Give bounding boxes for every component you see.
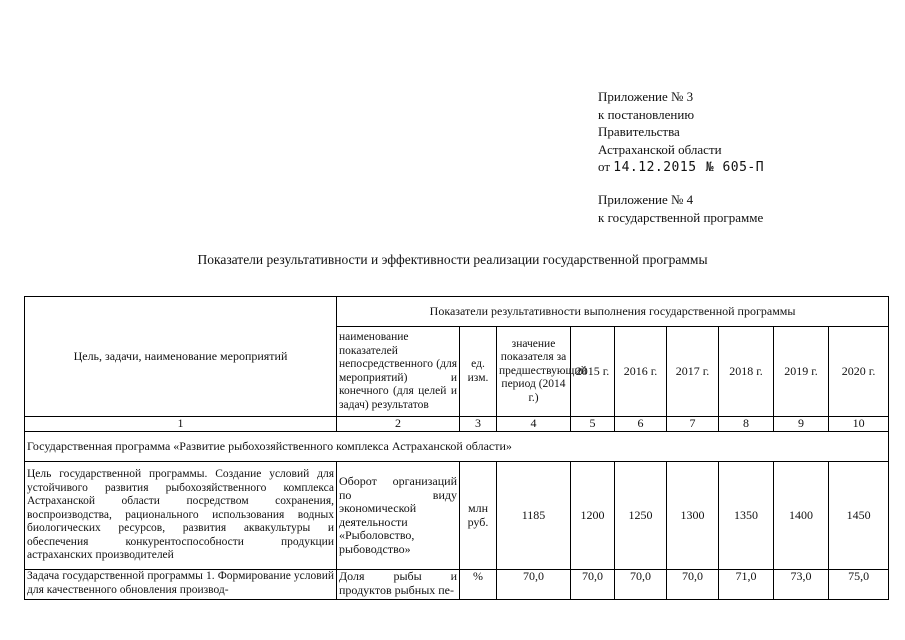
header-year: 2019 г. <box>774 327 829 417</box>
column-number: 9 <box>774 417 829 432</box>
value-cell: 1350 <box>719 462 774 570</box>
decree-date: 14.12.2015 <box>613 160 697 175</box>
header-year: 2018 г. <box>719 327 774 417</box>
appendix-3-line: Астраханской области <box>598 141 722 157</box>
column-number: 6 <box>615 417 667 432</box>
table-row <box>25 570 889 600</box>
column-number: 5 <box>571 417 615 432</box>
column-number: 4 <box>497 417 571 432</box>
value-cell: 71,0 <box>719 570 774 600</box>
value-cell: 70,0 <box>571 570 615 600</box>
goal-cell: Цель государственной программы. Создание условий для устойчивого развития рыбохозяйственного комплекса Астраханской области посредством сохранения, воспроизводства, рационального использования водных биологических ресурсов, развития аквакультуры и обеспечения конкурентоспособности продукции астраханских производителей <box>25 462 337 570</box>
column-number: 10 <box>829 417 889 432</box>
column-number: 3 <box>460 417 497 432</box>
value-cell: 75,0 <box>829 570 889 600</box>
unit-cell: млн руб. <box>460 462 497 570</box>
column-number: 7 <box>667 417 719 432</box>
header-year: 2017 г. <box>667 327 719 417</box>
header-indicator-name: наименование показателей непосредственного (для мероприятий) и конечного (для целей и задач) результатов <box>337 327 460 417</box>
value-cell: 1450 <box>829 462 889 570</box>
base-value-cell: 70,0 <box>497 570 571 600</box>
value-cell: 1400 <box>774 462 829 570</box>
value-cell: 70,0 <box>667 570 719 600</box>
appendix-3-line: Правительства <box>598 124 680 139</box>
column-number: 1 <box>25 417 337 432</box>
column-number: 2 <box>337 417 460 432</box>
appendix-3-block <box>598 88 764 177</box>
appendix-4-block <box>598 191 763 226</box>
goal-cell: Задача государственной программы 1. Формирование условий для качественного обновления производ- <box>25 570 337 600</box>
unit-cell: % <box>460 570 497 600</box>
header-base-value: значение показателя за предшествующий период (2014 г.) <box>497 327 571 417</box>
header-year: 2016 г. <box>615 327 667 417</box>
indicator-cell: Доля рыбы и продуктов рыбных пе- <box>337 570 460 600</box>
value-cell: 70,0 <box>615 570 667 600</box>
column-numbers-row <box>25 417 889 432</box>
header-unit: ед. изм. <box>460 327 497 417</box>
appendix-3-line: к постановлению <box>598 106 695 122</box>
column-number: 8 <box>719 417 774 432</box>
indicator-cell: Оборот организаций по виду экономической деятельности «Рыболовство, рыбоводство» <box>337 462 460 570</box>
appendix-4-line: к государственной программе <box>598 209 764 225</box>
program-row: Государственная программа «Развитие рыбохозяйственного комплекса Астраханской области» <box>25 432 889 462</box>
date-prefix: от <box>598 159 611 174</box>
document-title: Показатели результативности и эффективности реализации государственной программы <box>197 252 708 267</box>
header-goals: Цель, задачи, наименование мероприятий <box>25 297 337 417</box>
header-year: 2015 г. <box>571 327 615 417</box>
header-indicators-group: Показатели результативности выполнения государственной программы <box>337 297 889 327</box>
appendix-4-line: Приложение № 4 <box>598 192 694 207</box>
decree-number: № 605-П <box>705 160 765 175</box>
table-row <box>25 462 889 570</box>
decree-date-line <box>598 158 764 177</box>
indicators-table <box>24 296 889 600</box>
value-cell: 1300 <box>667 462 719 570</box>
value-cell: 1250 <box>615 462 667 570</box>
base-value-cell: 1185 <box>497 462 571 570</box>
appendix-3-line: Приложение № 3 <box>598 89 694 104</box>
header-year: 2020 г. <box>829 327 889 417</box>
value-cell: 73,0 <box>774 570 829 600</box>
value-cell: 1200 <box>571 462 615 570</box>
